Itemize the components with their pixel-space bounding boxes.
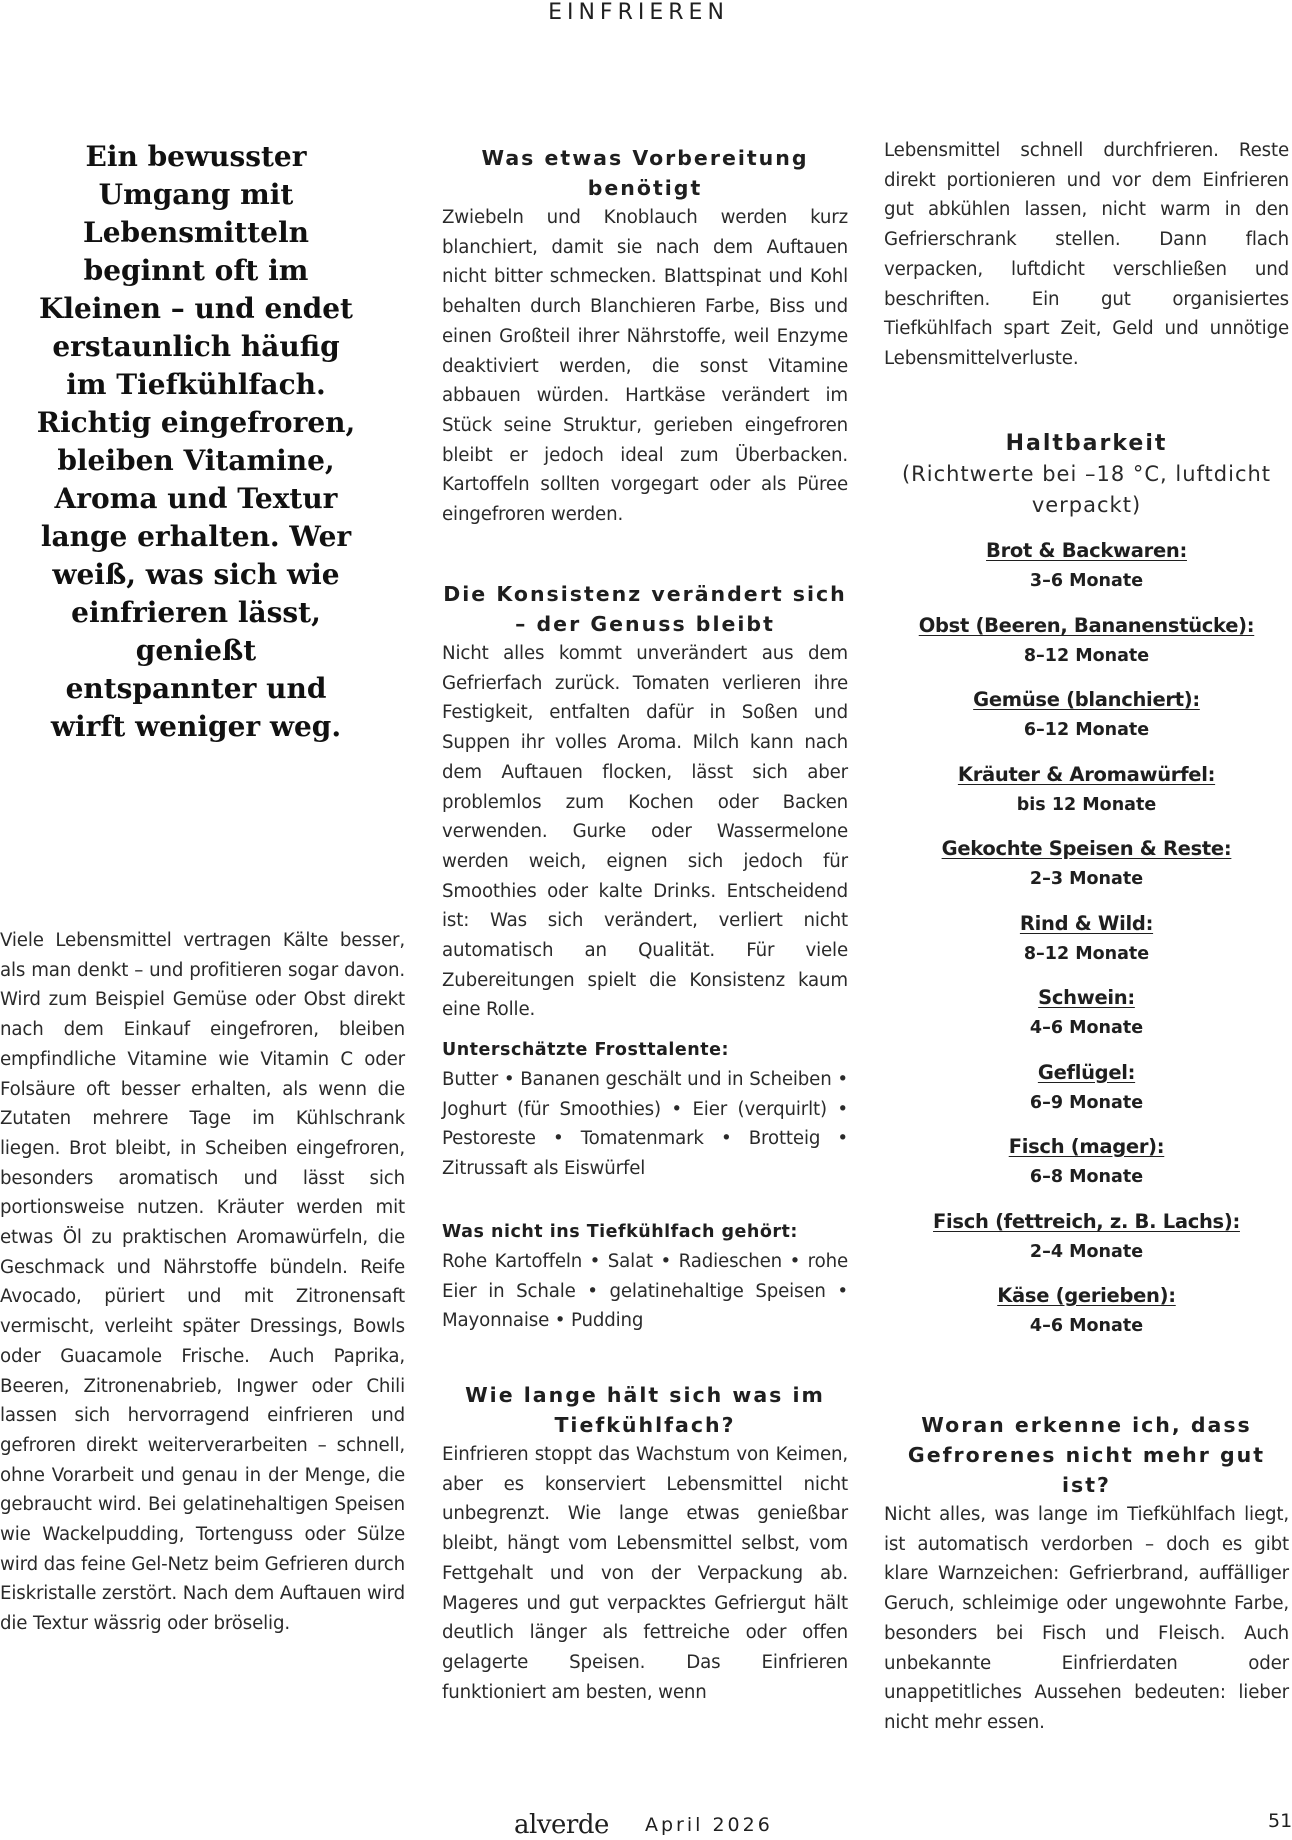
shelf-duration: 6–8 Monate [1029,1167,1144,1187]
duration-section [442,1380,848,1707]
not-freezable-heading: Was nicht ins Tiefkühlfach gehört: [442,1222,798,1242]
shelf-life-note: (Richtwerte bei –18 °C, luftdicht verpackt) [901,462,1272,517]
shelf-category: Obst (Beeren, Bananenstücke): [918,613,1255,637]
shelf-duration: 4–6 Monate [1029,1316,1144,1336]
shelf-duration: 6–9 Monate [1029,1092,1144,1113]
shelf-category: Fisch (mager): [1008,1135,1165,1158]
spoilage-heading: Woran erkenne ich, dass Gefrorenes nicht mehr gut ist? [907,1413,1266,1497]
shelf-life-list [884,535,1289,1355]
prep-section [442,143,848,530]
shelf-duration: bis 12 Monate [1016,794,1157,815]
shelf-category: Rind & Wild: [1019,911,1154,935]
shelf-category: Gekochte Speisen & Reste: [941,837,1232,860]
shelf-item [884,833,1289,908]
shelf-item [884,1057,1289,1132]
continued-text: Lebensmittel schnell durchfrieren. Reste direkt portionieren und vor dem Einfrieren gut abkühlen lassen, nicht warm in den Gefrierschrank stellen. Dann flach verpacken, luftdicht verschließen und beschriften. Ein gut organisiertes Tiefkühlfach spart Zeit, Geld und unnötige Lebensmittelverluste. [884,140,1289,369]
talents-section [442,1035,848,1184]
consistency-text: Nicht alles kommt unverändert aus dem Gefrierfach zurück. Tomaten verlieren ihre Festigkeit, entfalten dafür in Soßen und Suppen ihr volles Aroma. Milch kann nach dem Auftauen flocken, lässt sich aber problemlos zum Kochen oder Backen verwenden. Gurke oder Wassermelone werden weich, eignen sich jedoch für Smoothies oder kalte Drinks. Entscheidend ist: Was sich verändert, verliert nicht automatisch an Qualität. Für viele Zubereitungen spielt die Konsistenz kaum eine Rolle. [442,643,848,1021]
shelf-duration: 2–4 Monate [1029,1241,1144,1262]
shelf-item [884,1131,1289,1206]
magazine-logo: alverde [514,1810,609,1840]
shelf-duration: 2–3 Monate [1029,869,1144,889]
shelf-duration: 8–12 Monate [1023,943,1150,964]
duration-text: Einfrieren stoppt das Wachstum von Keimen, aber es konserviert Lebensmittel nicht unbegrenzt. Wie lange etwas genießbar bleibt, hängt vom Lebensmittel selbst, vom Fettgehalt und von der Verpackung ab. Mageres und gut verpacktes Gefriergut hält deutlich länger als fettreiche oder offen gelagerte Speisen. Das Einfrieren funktioniert am besten, wenn [442,1444,848,1703]
intro-paragraph: Viele Lebensmittel vertragen Kälte besser, als man denkt – und profitieren sogar davon. Wird zum Beispiel Gemüse oder Obst direkt nach dem Einkauf eingefroren, bleiben empfindliche Vitamine wie Vitamin C oder Folsäure oft besser erhalten, als wenn die Zutaten mehrere Tage im Kühlschrank liegen. Brot bleibt, in Scheiben eingefroren, besonders aromatisch und lässt sich portionsweise nutzen. Kräuter werden mit etwas Öl zu praktischen Aromawürfeln, die Geschmack und Nährstoffe bündeln. Reife Avocado, püriert und mit Zitronensaft vermischt, verleiht später Dressings, Bowls oder Guacamole Frische. Auch Paprika, Beeren, Zitronenabrieb, Ingwer oder Chili lassen sich hervorragend einfrieren und gefroren direkt weiterverarbeiten – schnell, ohne Vorarbeit und genau in der Menge, die gebraucht wird. Bei gelatinehaltigen Speisen wie Wackelpudding, Tortenguss oder Sülze wird das feine Gel-Netz beim Gefrieren durch Eiskristalle zerstört. Nach dem Auftauen wird die Textur wässrig oder bröselig. [0,930,405,1635]
pull-quote: Ein bewusster Umgang mit Lebensmitteln beginnt oft im Kleinen – und endet erstaunlich häufig im Tiefkühlfach. Richtig eingefroren, bleiben Vitamine, Aroma und Textur lange erhalten. Wer weiß, was sich wie einfrieren lässt, genießt entspannter und wirft weniger weg. [36,140,356,743]
prep-text: Zwiebeln und Knoblauch werden kurz blanchiert, damit sie nach dem Auftauen nicht bitter schmecken. Blattspinat und Kohl behalten durch Blanchieren Farbe, Biss und einen Großteil ihrer Nährstoffe, weil Enzyme deaktiviert werden, die sonst Vitamine abbauen würden. Hartkäse verändert im Stück seine Struktur, gerieben eingefroren bleibt er jedoch ideal zum Überbacken. Kartoffeln sollten vorgegart oder als Püree eingefroren werden. [442,207,848,526]
not-freezable-text: Rohe Kartoffeln • Salat • Radieschen • rohe Eier in Schale • gelatinehaltige Speisen • Mayonnaise • Pudding [442,1251,848,1332]
shelf-category: Schwein: [1038,986,1135,1009]
duration-heading: Wie lange hält sich was im Tiefkühlfach? [465,1383,825,1437]
shelf-category: Brot & Backwaren: [986,539,1187,562]
shelf-duration: 8–12 Monate [1023,645,1150,666]
consistency-section [442,579,848,1025]
shelf-item [884,759,1289,834]
issue-date: April 2026 [645,1814,773,1836]
shelf-duration: 6–12 Monate [1023,720,1150,740]
talents-text: Butter • Bananen geschält und in Scheiben • Joghurt (für Smoothies) • Eier (verquirlt) • Pestoreste • Tomatenmark • Brotteig • Zitrussaft als Eiswürfel [442,1069,848,1180]
shelf-item [884,684,1289,759]
spoilage-text: Nicht alles, was lange im Tiefkühlfach liegt, ist automatisch verdorben – doch es gibt klare Warnzeichen: Gefrierbrand, auffälliger Geruch, schleimige oder ungewohnte Farbe, besonders bei Fisch und Fleisch. Auch unbekannte Einfrierdaten oder unappetitliches Aussehen bedeuten: lieber nicht mehr essen. [884,1504,1289,1733]
shelf-life-title: Haltbarkeit [1005,431,1168,456]
shelf-item [884,535,1289,610]
shelf-life-box [884,428,1289,1355]
shelf-category: Gemüse (blanchiert): [973,688,1200,711]
prep-heading: Was etwas Vorbereitung benötigt [481,146,809,200]
shelf-category: Kräuter & Aromawürfel: [957,762,1216,786]
shelf-item [884,610,1289,685]
page-footer [0,1810,1292,1840]
shelf-category: Käse (gerieben): [997,1284,1176,1307]
shelf-category: Geflügel: [1037,1060,1136,1084]
page-number: 51 [1268,1810,1292,1832]
not-freezable-section [442,1217,848,1336]
section-title: EINFRIEREN [548,0,729,25]
shelf-item [884,982,1289,1057]
shelf-category: Fisch (fettreich, z. B. Lachs): [933,1209,1240,1233]
shelf-duration: 4–6 Monate [1029,1018,1144,1038]
shelf-duration: 3–6 Monate [1029,571,1144,591]
shelf-item [884,908,1289,983]
spoilage-section [884,1410,1289,1738]
continued-section [884,136,1289,374]
talents-heading: Unterschätzte Frosttalente: [442,1040,729,1060]
shelf-item [884,1206,1289,1281]
shelf-item [884,1280,1289,1355]
consistency-heading: Die Konsistenz verändert sich – der Genuss bleibt [443,582,847,636]
